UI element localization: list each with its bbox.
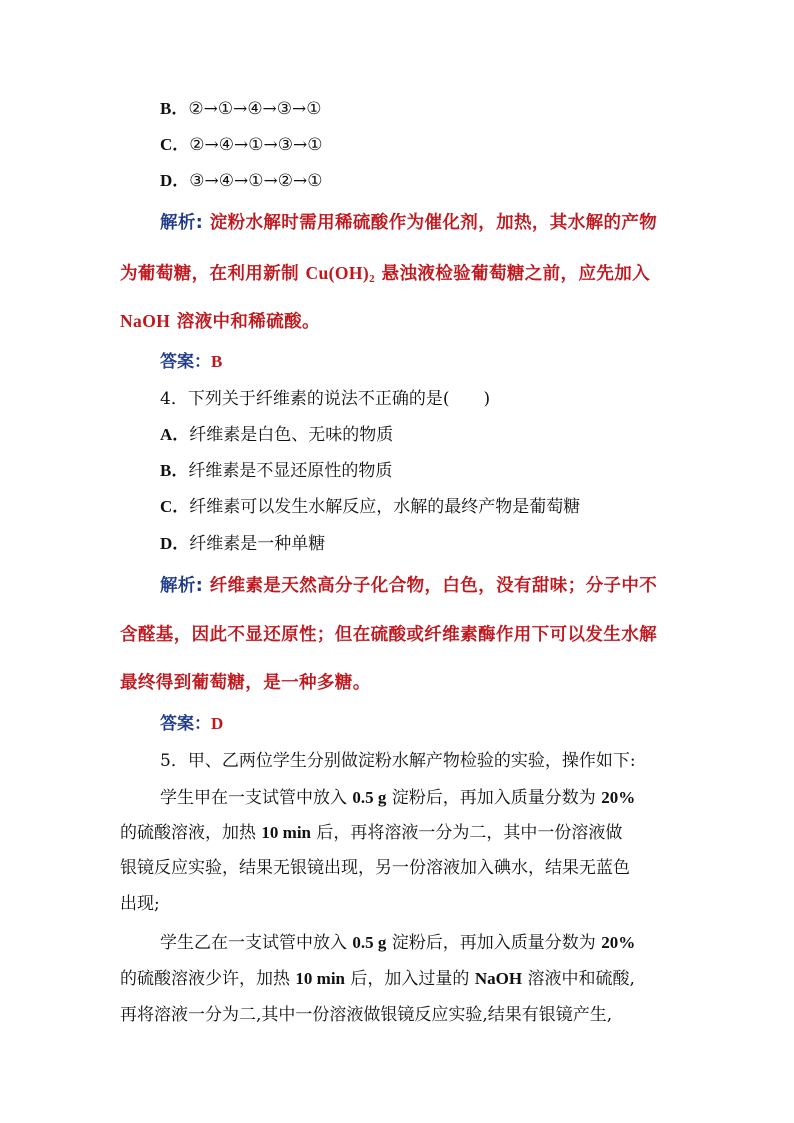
q3-option-b: B．②→①→④→③→① (160, 99, 322, 119)
q4-option-b: B．纤维素是不显还原性的物质 (160, 461, 393, 481)
q3-analysis-line-1 (160, 212, 657, 234)
q5-para2-line-2: 的硫酸溶液少许，加热 10 min 后，加入过量的 NaOH 溶液中和硫酸, (120, 969, 635, 989)
q5-stem: 5．甲、乙两位学生分别做淀粉水解产物检验的实验，操作如下: (160, 751, 636, 771)
q5-para1-line-3: 银镜反应实验，结果无银镜出现，另一份溶液加入碘水，结果无蓝色 (120, 858, 630, 878)
q3-answer (160, 351, 222, 373)
q5-para1-line-4: 出现; (120, 894, 160, 914)
q3-option-d: D．③→④→①→②→① (160, 171, 323, 191)
q4-answer-label: 答案： (160, 714, 211, 734)
q5-para1-line-2: 的硫酸溶液，加热 10 min 后，再将溶液一分为二，其中一份溶液做 (120, 823, 623, 843)
q4-answer-value: D (211, 714, 224, 733)
q4-stem: 4．下列关于纤维素的说法不正确的是( ) (160, 389, 491, 409)
q3-analysis-text-1: 淀粉水解时需用稀硫酸作为催化剂，加热，其水解的产物 (209, 213, 658, 233)
q5-para1-line-1: 学生甲在一支试管中放入 0.5 g 淀粉后，再加入质量分数为 20% (160, 788, 636, 808)
q3-option-c-text: ②→④→①→③→① (189, 135, 323, 155)
q5-para2-line-3: 再将溶液一分为二,其中一份溶液做银镜反应实验,结果有银镜产生, (120, 1005, 613, 1025)
q4-option-d: D．纤维素是一种单糖 (160, 534, 326, 554)
q3-answer-label: 答案： (160, 352, 211, 372)
q4-analysis-line-3: 最终得到葡萄糖，是一种多糖。 (120, 673, 371, 693)
q5-para2-line-1: 学生乙在一支试管中放入 0.5 g 淀粉后，再加入质量分数为 20% (160, 933, 636, 953)
q3-option-d-text: ③→④→①→②→① (189, 171, 323, 191)
q4-analysis-line-2: 含醛基，因此不显还原性；但在硫酸或纤维素酶作用下可以发生水解 (120, 625, 657, 645)
q4-option-c: C．纤维素可以发生水解反应，水解的最终产物是葡萄糖 (160, 497, 581, 517)
q4-option-a: A．纤维素是白色、无味的物质 (160, 425, 394, 445)
q3-analysis-label: 解析: (160, 213, 204, 233)
q4-analysis-label: 解析: (160, 576, 204, 596)
q3-analysis-line-3: NaOH 溶液中和稀硫酸。 (120, 311, 320, 332)
q4-analysis-line-1 (160, 575, 657, 597)
q4-analysis-text-1: 纤维素是天然高分子化合物，白色，没有甜味；分子中不 (209, 576, 658, 596)
q3-answer-value: B (211, 352, 223, 371)
q3-option-b-text: ②→①→④→③→① (188, 99, 322, 119)
q3-option-c: C．②→④→①→③→① (160, 135, 323, 155)
q3-analysis-line-2: 为葡萄糖，在利用新制 $Cu(OH)_2$ 悬浊液检验葡萄糖之前，应先加入 (120, 263, 651, 285)
q4-answer (160, 713, 223, 735)
